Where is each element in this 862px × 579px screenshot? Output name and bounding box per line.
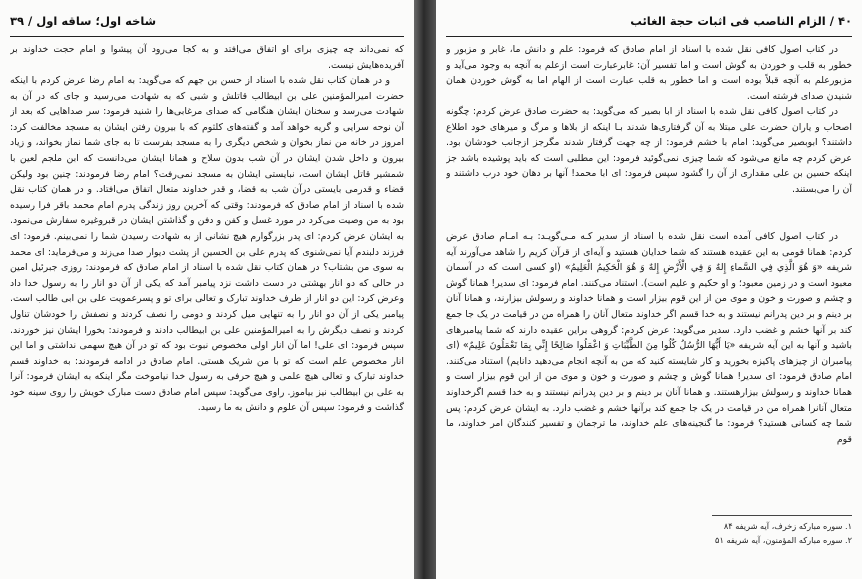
page-header: ۴۰ / الزام الناصب فی اثبات حجة الغائب	[630, 14, 852, 28]
paragraph: در کتاب اصول کافی نقل شده با اسناد از امام صادق که فرمود: علم و دانش ما، غابر و مزبور و خطور به قلب و خوردن به گوش است و اما تفسیر آن: غابرعبارت است ازعلم به آنچه به وجود می‌آید و مزبورعلم به آنچه قبلاً بوده است و اما خطور به قلب عبارت است از الهام اما به گوش خوردن همان شنیدن صدای فرشته است.	[446, 44, 852, 102]
paragraph: و در همان کتاب نقل شده با اسناد از حسن بن جهم که می‌گوید: به امام رضا عرض کردم با اینکه حضرت امیرالمؤمنین علی بن ابیطالب قاتلش و شبی که به شهادت می‌رسید و جای که در آن به شهادت می‌رسد و سخنان ایشان هنگامی که صدای مرغابی‌ها را شنید فرمود: سر صداهایی که بعد از آن نوحه سرایی و گریه خواهد آمد و گفته‌های کلثوم که با بیرون رفتن ایشان به مسجد مخالفت کرد: امروز در خانه من نماز بخوان و شخص دیگری را به مسجد بفرست تا به جای شما نماز بخواند، و زیاد بیرون و داخل شدن ایشان در آن شب بدون سلاح و همانا ایشان می‌دانست که ابن ملجم لعین با شمشیر قاتل ایشان است، نبایستی ایشان به مسجد نمی‌رفت؟ امام رضا فرمودند: چنین بود ولیکن قضاء و قدرمی بایستی درآن شب به قضا، و قدر خداوند متعال اتفاق می‌افتاد. و در همان کتاب نقل شده با اسناد از امام صادق که فرمودند: وقتی که آخرین روز زندگی پدرم امام محمد باقر فرا رسیده بود به من وصیت می‌کرد در مورد غسل و کفن و دفن و گذاشتن ایشان در قبروغیره سفارش می‌نمود. به ایشان عرض کردم: ای پدر بزرگوارم هیچ نشانی از به شهادت رسیدن شما را نمی‌بینم. فرمود: ای فرزند دلبندم آیا نمی‌شنوی که پدرم علی بن الحسین از پشت دیوار صدا می‌زند و می‌فرماید: ای محمد به سوی من بشتاب؟ در همان کتاب نقل شده با اسناد از امام صادق که فرمودند: روزی جبرئیل امین در حالی که دو انار بهشتی در دست داشت نزد پیامبر آمد که یکی از آن دو انار را به رسول خدا داد وعرض کرد: این دو انار از طرف خداوند تبارک و تعالی برای تو و پسرعمویت علی بن ابی طالب است. پیامبر یکی از آن دو انار را به تنهایی میل کردند و دومی را نصف کردند و نصفش را خودشان تناول کردند و نصف دیگرش را به امیرالمؤمنین علی بن ابیطالب دادند و فرمودند: بخورا ایشان نیز خوردند. سپس فرمود: ای علی! اما آن انار اولی مخصوص نبوت بود که تو در آن هیچ سهمی نداشتی و اما این انار مخصوص علم است که تو با من شریک هستی. امام صادق در ادامه فرمودند: به خداوند قسم خداوند تبارک و تعالی هیچ علمی و هیچ حرفی به رسول خدا نیاموخت مگر اینکه به ایشان فرمود: آنرا به علی بن ابیطالب نیز بیاموز. راوی می‌گوید: سپس امام صادق دست مبارک خویش را روی سینه خود گذاشت و فرمود: سپس آن علوم و دانش به ما رسید.	[10, 75, 404, 414]
footnote-divider	[712, 515, 852, 516]
page-body	[10, 42, 404, 567]
left-page	[0, 0, 414, 579]
paragraph: در کتاب اصول کافی آمده است نقل شده با اسناد از سدیر کـه مـی‌گویـد: بـه امـام صادق عرض کردم: همانا قومی به این عقیده هستند که شما خدایان هستید و آیه‌ای از قرآن کریم را شاهد می‌آورند آیه شریفه «وَ هُوَ الَّذِي فِي السَّماءِ إِلهٌ وَ فِي الْأَرْضِ إِلهٌ وَ هُوَ الْحَكِيمُ الْعَلِيمُ» (او کسی است که در آسمان معبود است و در زمین معبود؛ و او حکیم و علیم است). استناد می‌کنند. امام فرمود: ای سدیر! همانا گوش و چشم و صورت و خون و موی من از این قوم بیزار است و همانا خداوند و رسولش بیزارند، و همانا آنان بر دینم و بر دین پدرانم نیستند و به خدا قسم اگر خداوند متعال آنان را همراه من در قیامت در یک جا جمع کند بر آنها خشم و غضب دارد. سدیر می‌گوید: عرض کردم: گروهی براین عقیده دارند که شما پیامبرهای باشید و آنها به این آیه شریفه «يَا أَيُّهَا الرُّسُلُ كُلُوا مِنَ الطَّيِّبَاتِ وَ اعْمَلُوا صَالِحًا إِنِّي بِمَا تَعْمَلُونَ عَلِيمٌ» (ای پیامبران از چیزهای پاکیزه بخورید و کار شایسته کنید که من به آنچه انجام می‌دهید دانایم) استناد می‌کنند. امام صادق فرمود: ای سدیر! همانا گوش و چشم و صورت و خون و موی من از این قوم بیزار است و همانا خداوند و رسولش بیزارهستند. و همانا آنان بر دینم و بر دین پدرانم نیستند و به خدا قسم اگرخداوند متعال آنانرا همراه من در قیامت در یک جا جمع کند برآنها خشم و غضب دارد. به ایشان عرض کردم: پس شما چه کسانی هستید؟ فرمود: ما گنجینه‌های علم خداوند، ما ترجمان و تفسیر کنندگان امر خداوند، ما قوم	[446, 231, 852, 445]
page-header: شاخه اول؛ ساقه اول / ۳۹	[10, 14, 157, 28]
footnote: ۱. سوره مبارکه زخرف، آیه شریفه ۸۴	[723, 521, 852, 531]
book-gutter	[414, 0, 436, 579]
paragraph: که نمی‌داند چه چیزی برای او اتفاق می‌افتد و به کجا می‌رود آن پیشوا و امام حجت خداوند بر آفریده‌هایش نیست.	[10, 44, 404, 71]
page-body	[446, 42, 852, 509]
footnote: ۲. سوره مبارکه المؤمنون، آیه شریفه ۵۱	[715, 535, 852, 545]
header-divider	[10, 36, 404, 37]
header-divider	[446, 36, 852, 37]
right-page	[436, 0, 862, 579]
paragraph: در کتاب اصول کافی نقل شده با اسناد از ابا بصیر که می‌گوید: به حضرت صادق عرض کردم: چگونه اصحاب و یاران حضرت علی مبتلا به آن گرفتاری‌ها شدند بـا اینکه از بلاها و مرگ و میرهای خود اطلاع داشتند؟ ابوبصیر می‌گوید: امام با خشم فرمود: از چه جهت گرفتار شدند مگرجز ازجانب خودشان بود. عرض کردم چه مانع می‌شود که شما چیزی نمی‌گوئید فرمود: این مطلبی است که باید پوشیده باشد جز اینکه حسین بن علی مقداری از آن را گشود سپس فرمود: ای ابا محمد! آنها بر دهان خود درب داشتند و آن را می‌بستند.	[446, 106, 852, 195]
footnotes	[446, 519, 852, 547]
